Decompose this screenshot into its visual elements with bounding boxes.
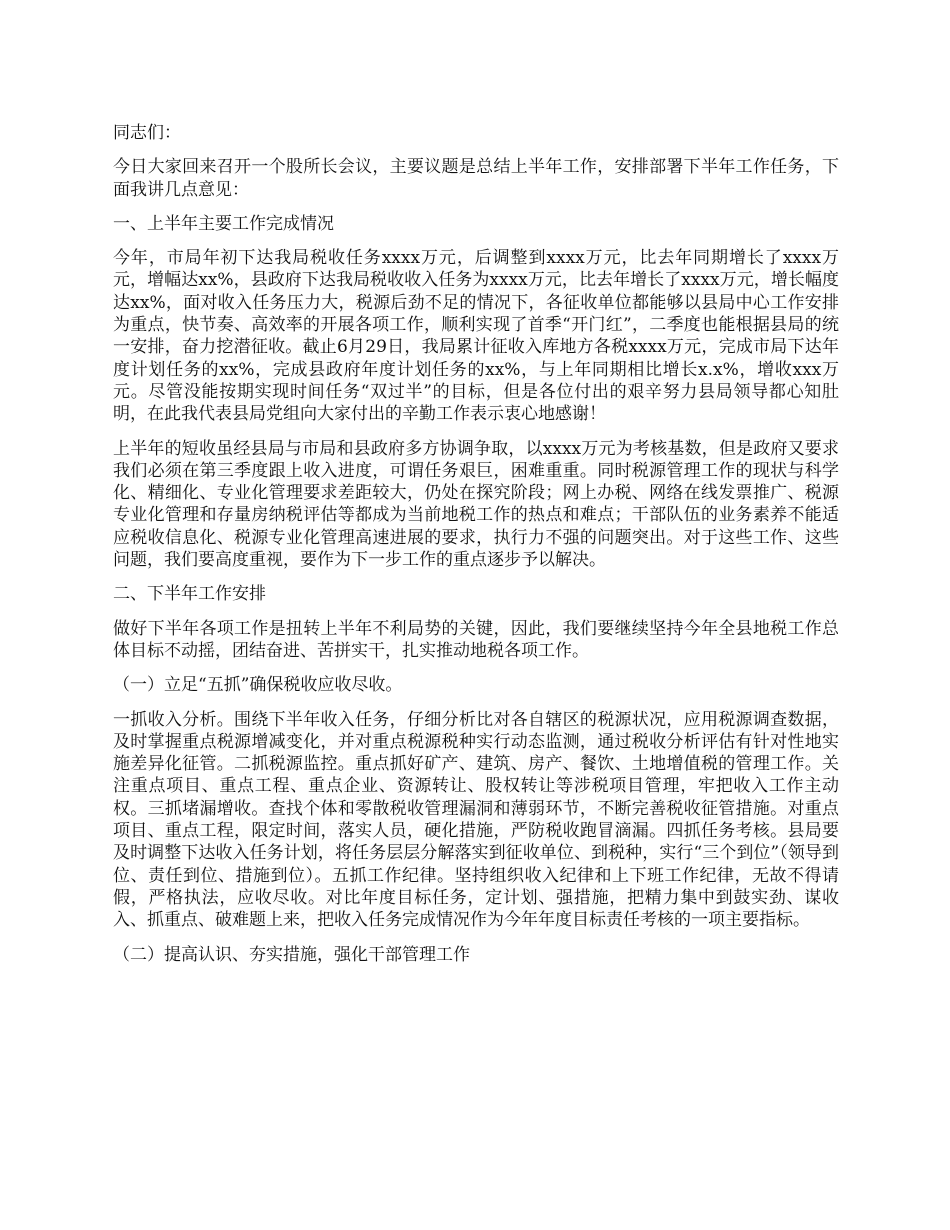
section-1-paragraph-2: 上半年的短收虽经县局与市局和县政府多方协调争取，以xxxx万元为考核基数，但是政府又要求我们必须在第三季度跟上收入进度，可谓任务艰巨，困难重重。同时税源管理工作的现状与科学化、精细化、专业化管理要求差距较大，仍处在探究阶段；网上办税、网络在线发票推广、税源专业化管理和存量房纳税评估等都成为当前地税工作的热点和难点；干部队伍的业务素养不能适应税收信息化、税源专业化管理高速进展的要求，执行力不强的问题突出。对于这些工作、这些问题，我们要高度重视，要作为下一步工作的重点逐步予以解决。 bbox=[113, 438, 839, 571]
section-1-heading: 一、上半年主要工作完成情况 bbox=[113, 213, 334, 234]
document-page bbox=[113, 122, 839, 978]
section-2-paragraph-1: 做好下半年各项工作是扭转上半年不利局势的关键，因此，我们要继续坚持今年全县地税工作总体目标不动摇，团结奋进、苦拼实干，扎实推动地税各项工作。 bbox=[113, 618, 839, 661]
section-2-heading: 二、下半年工作安排 bbox=[113, 584, 266, 605]
subsection-1-paragraph: 一抓收入分析。围绕下半年收入任务，仔细分析比对各自辖区的税源状况，应用税源调查数据，及时掌握重点税源增减变化，并对重点税源税种实行动态监测，通过税收分析评估有针对性地实施差异化征管。二抓税源监控。重点抓好矿产、建筑、房产、餐饮、土地增值税的管理工作。关注重点项目、重点工程、重点企业、资源转让、股权转让等涉税项目管理，牢把收入工作主动权。三抓堵漏增收。查找个体和零散税收管理漏洞和薄弱环节，不断完善税收征管措施。对重点项目、重点工程，限定时间，落实人员，硬化措施，严防税收跑冒滴漏。四抓任务考核。县局要及时调整下达收入任务计划，将任务层层分解落实到征收单位、到税种，实行“三个到位”（领导到位、责任到位、措施到位）。五抓工作纪律。坚持组织收入纪律和上下班工作纪律，无故不得请假，严格执法，应收尽收。对比年度目标任务，定计划、强措施，把精力集中到鼓实劲、谋收入、抓重点、破难题上来，把收入任务完成情况作为今年年度目标责任考核的一项主要指标。 bbox=[113, 709, 839, 931]
subsection-2-heading: （二）提高认识、夯实措施，强化干部管理工作 bbox=[113, 944, 470, 965]
section-1-paragraph-1: 今年，市局年初下达我局税收任务xxxx万元，后调整到xxxx万元，比去年同期增长了xxxx万元，增幅达xx%，县政府下达我局税收收入任务为xxxx万元，比去年增长了xxxx万元，增长幅度达xx%，面对收入任务压力大，税源后劲不足的情况下，各征收单位都能够以县局中心工作安排为重点，快节奏、高效率的开展各项工作，顺利实现了首季“开门红”，二季度也能根据县局的统一安排，奋力挖潜征收。截止6月29日，我局累计征收入库地方各税xxxx万元，完成市局下达年度计划任务的xx%，完成县政府年度计划任务的xx%，与上年同期相比增长x.x%，增收xxx万元。尽管没能按期实现时间任务“双过半”的目标，但是各位付出的艰辛努力县局领导都心知肚明，在此我代表县局党组向大家付出的辛勤工作表示衷心地感谢！ bbox=[113, 248, 839, 425]
subsection-1-heading: （一）立足“五抓”确保税收应收尽收。 bbox=[113, 675, 403, 696]
intro-paragraph: 今日大家回来召开一个股所长会议，主要议题是总结上半年工作，安排部署下半年工作任务，下面我讲几点意见： bbox=[113, 157, 839, 200]
greeting: 同志们： bbox=[113, 123, 181, 143]
